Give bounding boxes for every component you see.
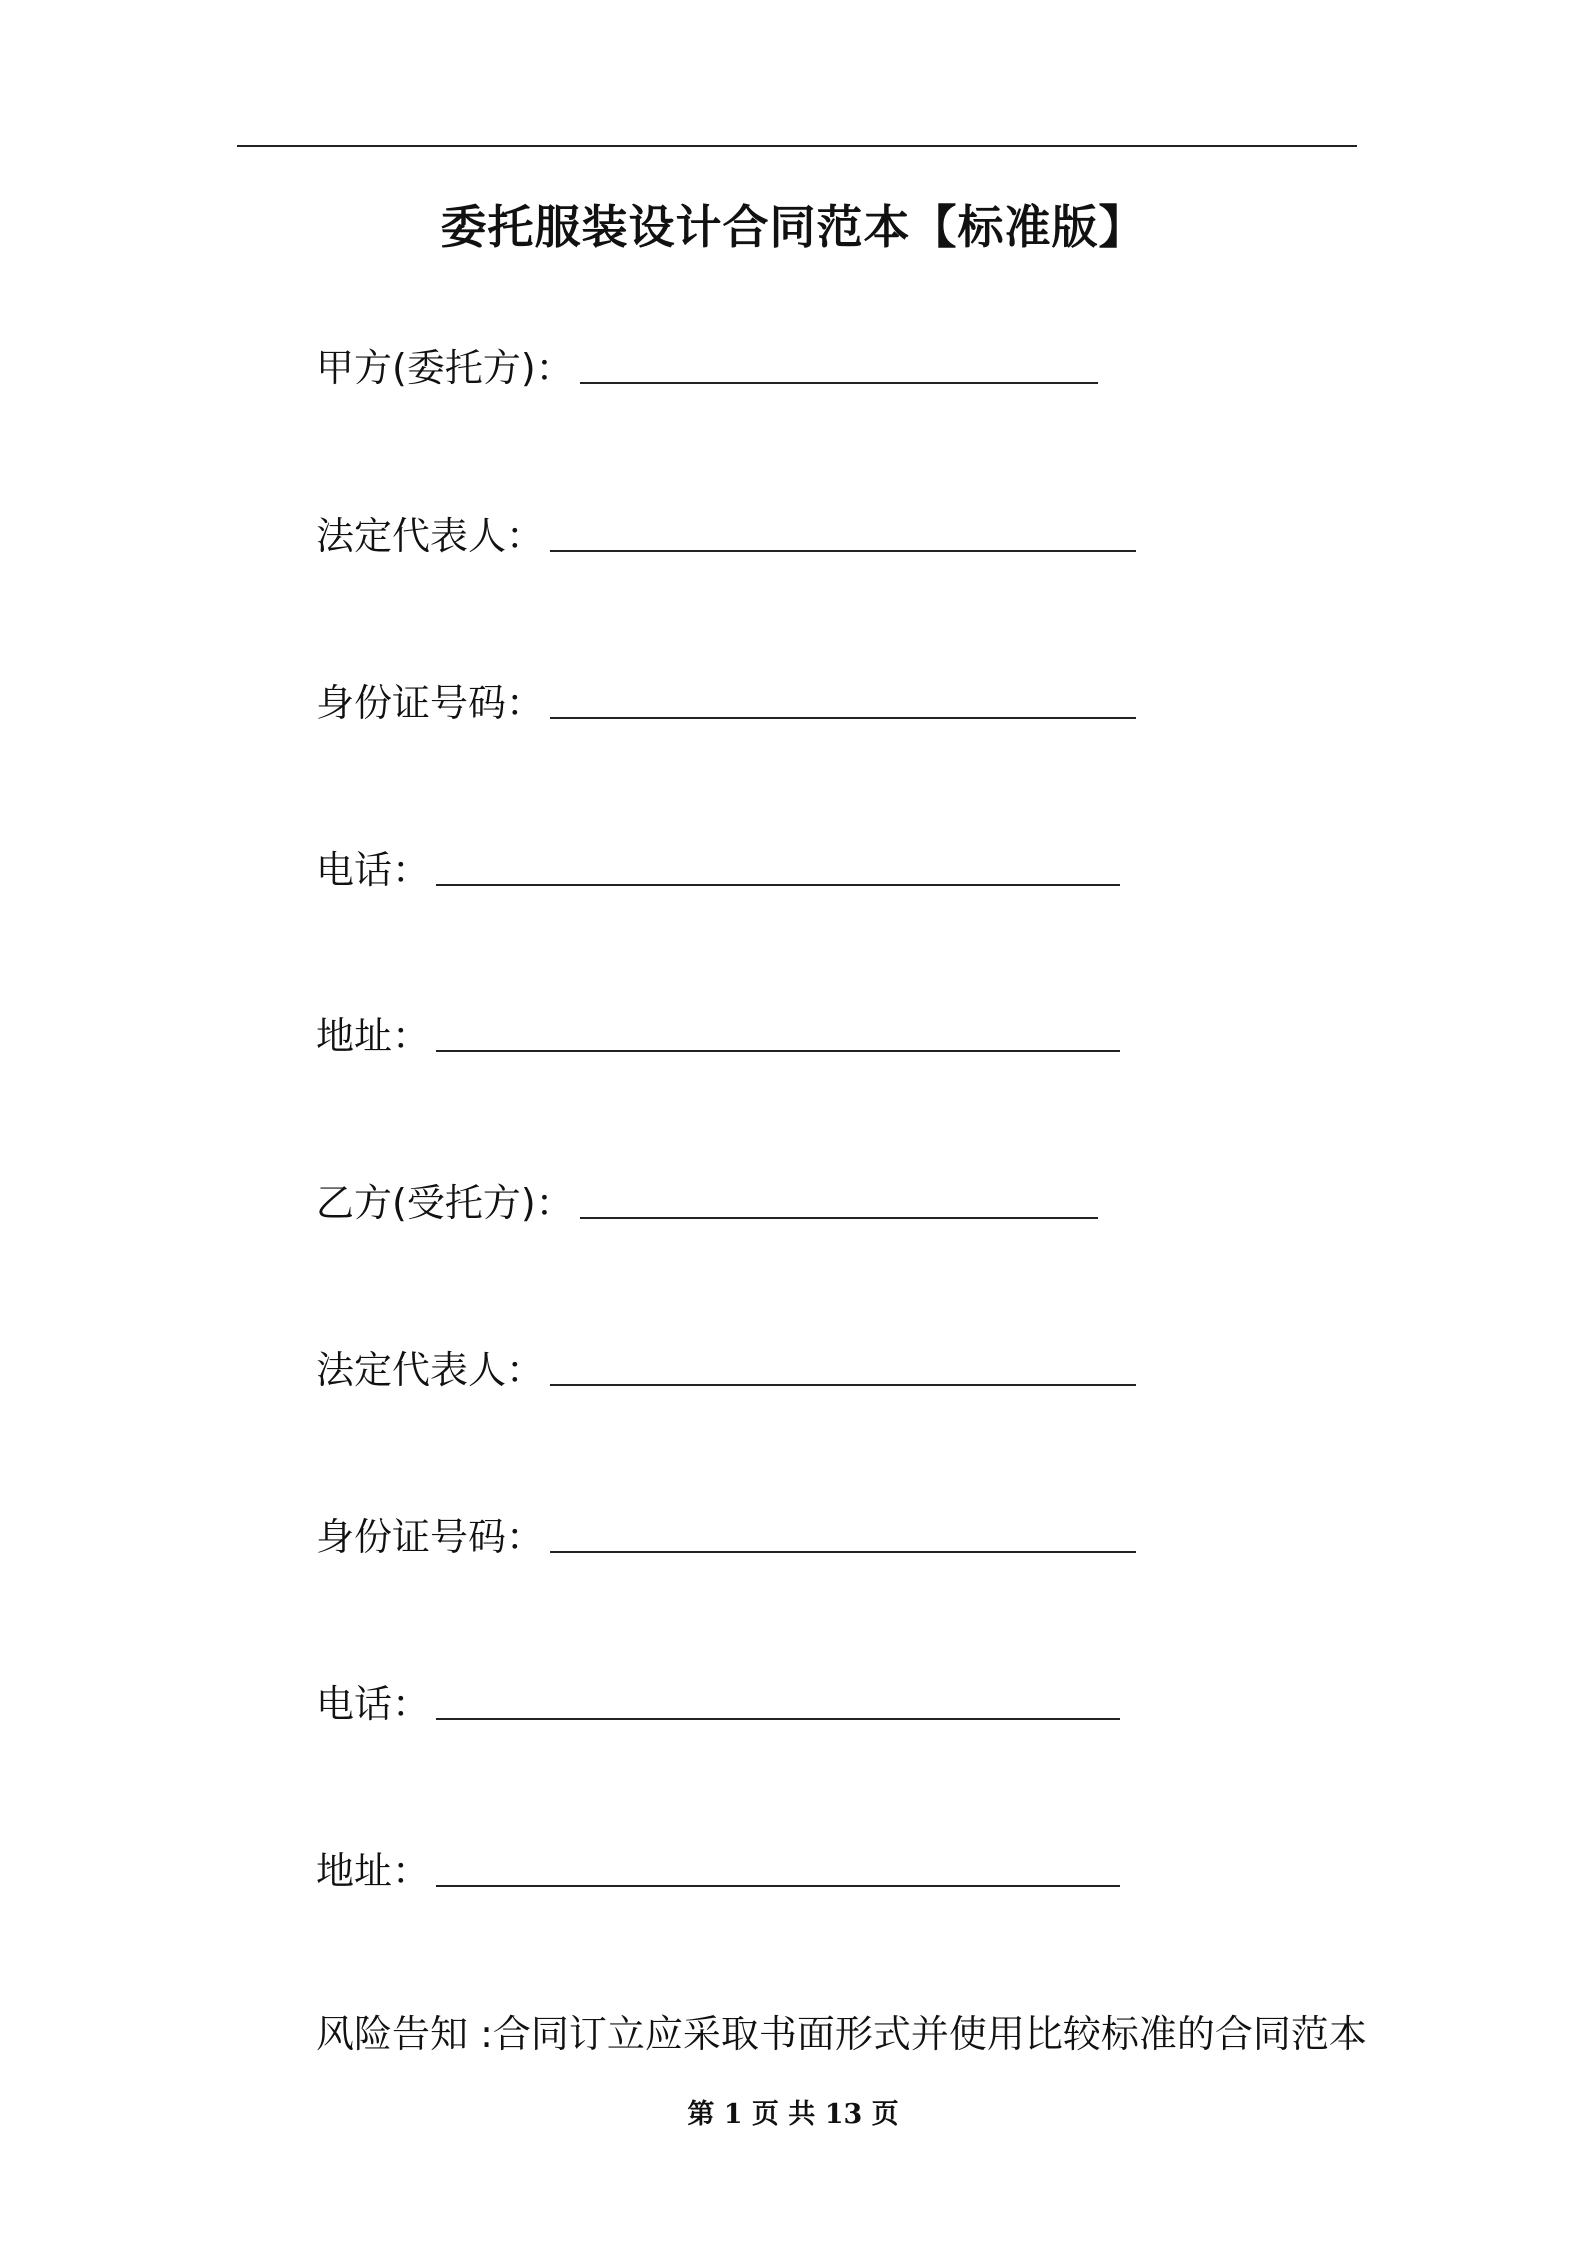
page-number-footer: 第 1 页 共 13 页 bbox=[687, 2099, 899, 2130]
party-b-address-label: 地址： bbox=[316, 1849, 431, 1894]
party-b-phone-label: 电话： bbox=[316, 1682, 431, 1727]
party-a-name-label: 甲方(委托方)： bbox=[316, 346, 574, 391]
party-b-rep-row bbox=[316, 1334, 1136, 1394]
party-a-phone-row bbox=[316, 834, 1120, 894]
party-b-id-label: 身份证号码： bbox=[316, 1515, 545, 1560]
party-a-id-label: 身份证号码： bbox=[316, 681, 545, 726]
header-rule bbox=[237, 145, 1357, 147]
party-a-address-row bbox=[316, 1000, 1120, 1060]
party-b-id-row bbox=[316, 1501, 1136, 1561]
party-b-name-row bbox=[316, 1167, 1098, 1227]
party-b-name-blank[interactable] bbox=[580, 1217, 1098, 1219]
party-b-address-blank[interactable] bbox=[436, 1885, 1120, 1887]
party-a-address-label: 地址： bbox=[316, 1014, 431, 1059]
party-a-name-blank[interactable] bbox=[580, 382, 1098, 384]
party-a-rep-row bbox=[316, 500, 1136, 560]
party-b-rep-label: 法定代表人： bbox=[316, 1348, 545, 1393]
party-b-phone-blank[interactable] bbox=[436, 1718, 1120, 1720]
party-a-name-row bbox=[316, 332, 1098, 392]
party-a-address-blank[interactable] bbox=[436, 1050, 1120, 1052]
party-a-rep-label: 法定代表人： bbox=[316, 514, 545, 559]
party-b-id-blank[interactable] bbox=[550, 1551, 1136, 1553]
party-a-id-row bbox=[316, 667, 1136, 727]
party-b-name-label: 乙方(受托方)： bbox=[316, 1181, 574, 1226]
party-b-rep-blank[interactable] bbox=[550, 1384, 1136, 1386]
party-a-id-blank[interactable] bbox=[550, 717, 1136, 719]
party-a-phone-blank[interactable] bbox=[436, 884, 1120, 886]
party-a-rep-blank[interactable] bbox=[550, 550, 1136, 552]
document-title: 委托服装设计合同范本【标准版】 bbox=[440, 200, 1146, 254]
party-b-phone-row bbox=[316, 1668, 1120, 1728]
risk-notice: 风险告知 :合同订立应采取书面形式并使用比较标准的合同范本 bbox=[316, 2012, 1367, 2056]
party-a-phone-label: 电话： bbox=[316, 848, 431, 893]
party-b-address-row bbox=[316, 1835, 1120, 1895]
